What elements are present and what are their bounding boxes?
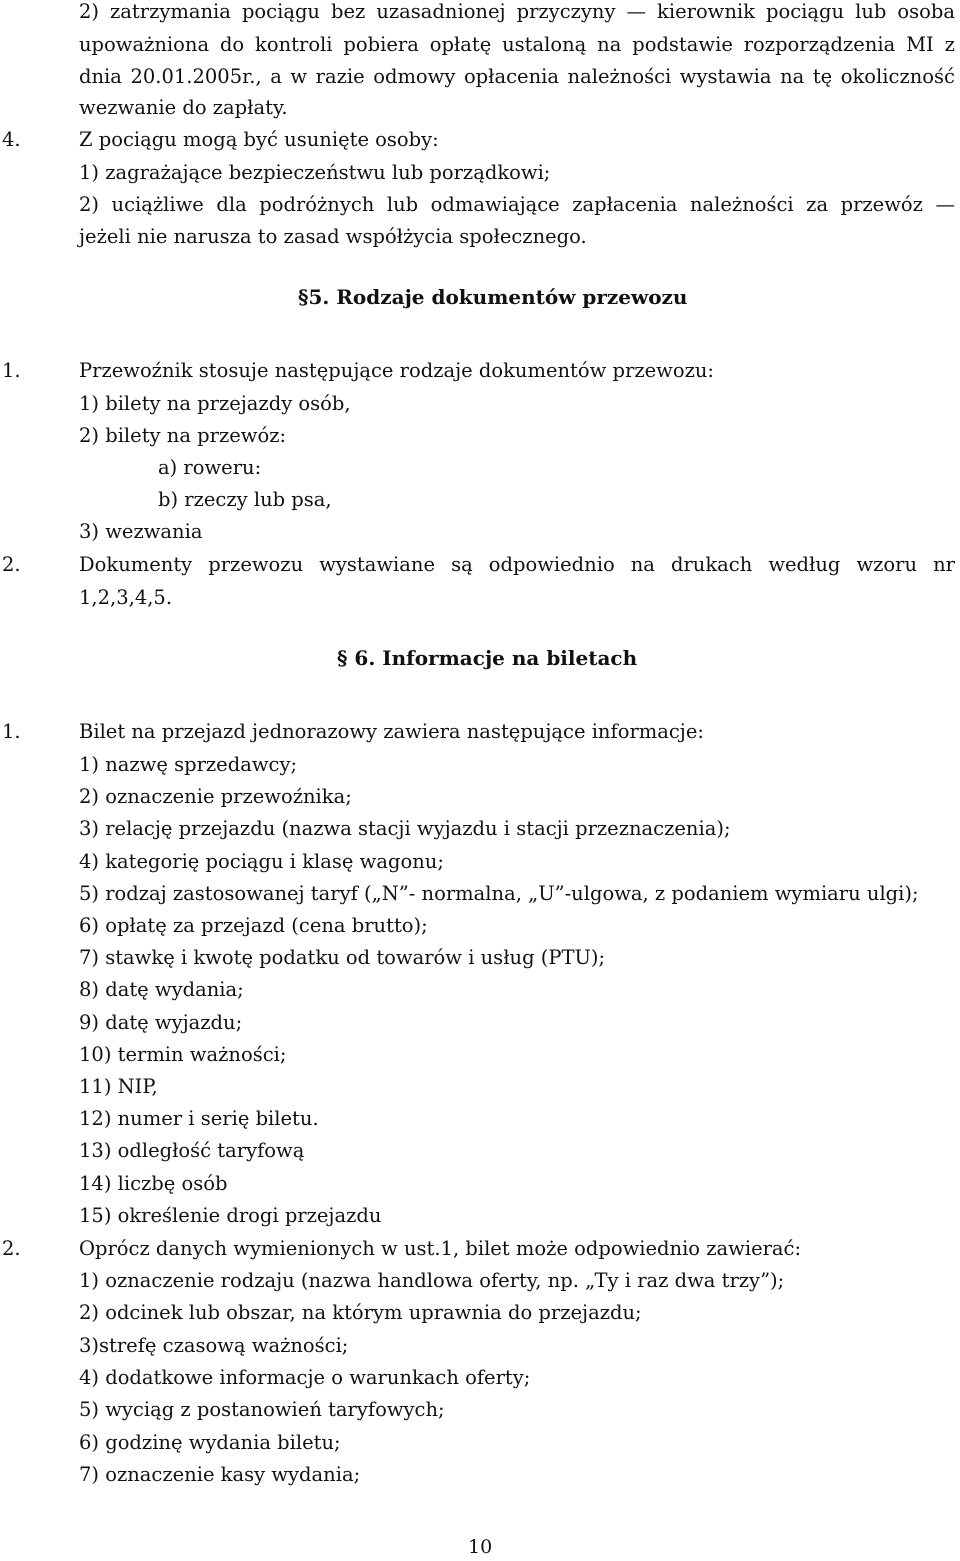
word: za: [806, 193, 829, 216]
s6-item-10: 10) termin ważności;: [79, 1042, 287, 1066]
word: podstawie: [632, 33, 733, 56]
s5-p2-line-1: [79, 549, 955, 581]
word: uzasadnionej: [376, 0, 506, 23]
p4-number: 4.: [2, 128, 21, 151]
word: na: [597, 33, 622, 56]
word: kontroli: [255, 33, 333, 56]
word: a: [270, 65, 282, 88]
word: dla: [216, 193, 247, 216]
p4-line-1: Z pociągu mogą być usunięte osoby:: [79, 128, 439, 151]
s6-item-7: 7) stawkę i kwotę podatku od towarów i usług (PTU);: [79, 946, 606, 970]
intro-line-1: [79, 0, 955, 28]
s5-p2-number: 2.: [2, 553, 21, 576]
word: odmawiające: [430, 193, 560, 216]
s6-optional-item-1: 1) oznaczenie rodzaju (nazwa handlowa oferty, np. „Ty i raz dwa trzy”);: [79, 1269, 785, 1292]
s5-p1-text: Przewoźnik stosuje następujące rodzaje dokumentów przewozu:: [79, 359, 714, 382]
intro-line-2: [79, 29, 955, 61]
s5-item-2b: b) rzeczy lub psa,: [158, 488, 332, 511]
s6-item-9: 9) datę wyjazdu;: [79, 1010, 243, 1034]
word: wystawiane: [319, 553, 436, 576]
s6-optional-item-3: 3)strefę czasową ważności;: [79, 1333, 349, 1357]
intro-line-4: wezwanie do zapłaty.: [79, 96, 288, 119]
s5-item-2: 2) bilety na przewóz:: [79, 424, 287, 447]
word: bez: [331, 0, 366, 23]
word: drukach: [670, 553, 753, 576]
word: 2): [79, 193, 100, 216]
word: na: [780, 65, 805, 88]
word: nr: [933, 553, 955, 576]
word: razie: [315, 65, 365, 88]
word: pociągu: [766, 0, 845, 23]
word: zapłacenia: [572, 193, 678, 216]
s6-item-4: 4) kategorię pociągu i klasę wagonu;: [79, 849, 444, 873]
word: osoba: [897, 0, 955, 23]
s6-item-11: 11) NIP,: [79, 1075, 158, 1098]
word: rozporządzenia: [743, 33, 896, 56]
section-6-heading: § 6. Informacje na biletach: [337, 646, 638, 670]
word: zatrzymania: [110, 0, 231, 23]
s5-item-3: 3) wezwania: [79, 520, 203, 543]
word: na: [630, 553, 655, 576]
s6-item-8: 8) datę wydania;: [79, 978, 244, 1002]
word: wystawia: [679, 65, 772, 88]
word: w: [290, 65, 308, 88]
word: okoliczność: [840, 65, 955, 88]
word: —: [626, 0, 647, 23]
s6-item-12: 12) numer i serię biletu.: [79, 1107, 319, 1131]
p4-line-2: 1) zagrażające bezpieczeństwu lub porządkowi;: [79, 161, 551, 184]
word: są: [451, 553, 473, 576]
s5-p1-number: 1.: [2, 359, 21, 382]
s6-optional-item-2: 2) odcinek lub obszar, na którym uprawnia do przejazdu;: [79, 1301, 642, 1325]
word: opłatę: [429, 33, 492, 56]
word: ustaloną: [502, 33, 587, 56]
intro-line-3: [79, 61, 955, 93]
word: według: [768, 553, 841, 576]
page-number: 10: [468, 1536, 493, 1558]
word: pobiera: [343, 33, 419, 56]
word: lub: [386, 193, 419, 216]
s6-optional-item-5: 5) wyciąg z postanowień taryfowych;: [79, 1398, 445, 1422]
s6-item-3: 3) relację przejazdu (nazwa stacji wyjazdu i stacji przeznaczenia);: [79, 817, 731, 841]
s6-p2-number: 2.: [2, 1237, 21, 1260]
word: opłacenia: [463, 65, 559, 88]
s6-optional-item-7: 7) oznaczenie kasy wydania;: [79, 1462, 361, 1486]
word: uciążliwe: [111, 193, 204, 216]
s5-p2-line-2: 1,2,3,4,5.: [79, 586, 173, 609]
s6-p1-number: 1.: [2, 720, 21, 743]
word: pociągu: [241, 0, 320, 23]
word: lub: [855, 0, 887, 23]
word: kierownik: [657, 0, 755, 23]
word: Dokumenty: [79, 553, 193, 576]
p4-line-4: jeżeli nie narusza to zasad współżycia społecznego.: [79, 225, 587, 248]
word: odmowy: [373, 65, 456, 88]
word: 2): [79, 0, 100, 23]
s6-item-1: 1) nazwę sprzedawcy;: [79, 753, 298, 776]
s6-item-14: 14) liczbę osób: [79, 1171, 228, 1195]
s6-item-6: 6) opłatę za przejazd (cena brutto);: [79, 914, 428, 937]
word: należności: [689, 193, 794, 216]
section-5-heading: §5. Rodzaje dokumentów przewozu: [298, 285, 688, 309]
word: przyczyny: [516, 0, 616, 23]
word: do: [219, 33, 245, 56]
s6-item-5: 5) rodzaj zastosowanej taryf („N”- normalna, „U”-ulgowa, z podaniem wymiaru ulgi);: [79, 881, 919, 905]
word: przewóz: [840, 193, 923, 216]
word: dnia: [79, 65, 122, 88]
word: wzoru: [856, 553, 918, 576]
s6-optional-item-6: 6) godzinę wydania biletu;: [79, 1430, 341, 1454]
word: tę: [812, 65, 833, 88]
word: z: [944, 33, 955, 56]
s6-item-2: 2) oznaczenie przewoźnika;: [79, 785, 352, 809]
s6-item-15: 15) określenie drogi przejazdu: [79, 1203, 382, 1227]
word: 20.01.2005r.,: [130, 65, 262, 88]
word: upoważniona: [79, 33, 210, 56]
s6-optional-item-4: 4) dodatkowe informacje o warunkach oferty;: [79, 1365, 531, 1389]
word: należności: [567, 65, 672, 88]
s5-item-2a: a) roweru:: [158, 456, 262, 479]
word: podróżnych: [259, 193, 375, 216]
s6-p2-text: Oprócz danych wymienionych w ust.1, bilet może odpowiednio zawierać:: [79, 1237, 802, 1260]
word: przewozu: [208, 553, 304, 576]
word: MI: [906, 33, 934, 56]
p4-line-3: [79, 189, 955, 221]
s6-item-13: 13) odległość taryfową: [79, 1139, 305, 1163]
s5-item-1: 1) bilety na przejazdy osób,: [79, 392, 351, 415]
word: —: [935, 193, 955, 216]
word: odpowiednio: [488, 553, 615, 576]
s6-p1-text: Bilet na przejazd jednorazowy zawiera następujące informacje:: [79, 720, 704, 743]
